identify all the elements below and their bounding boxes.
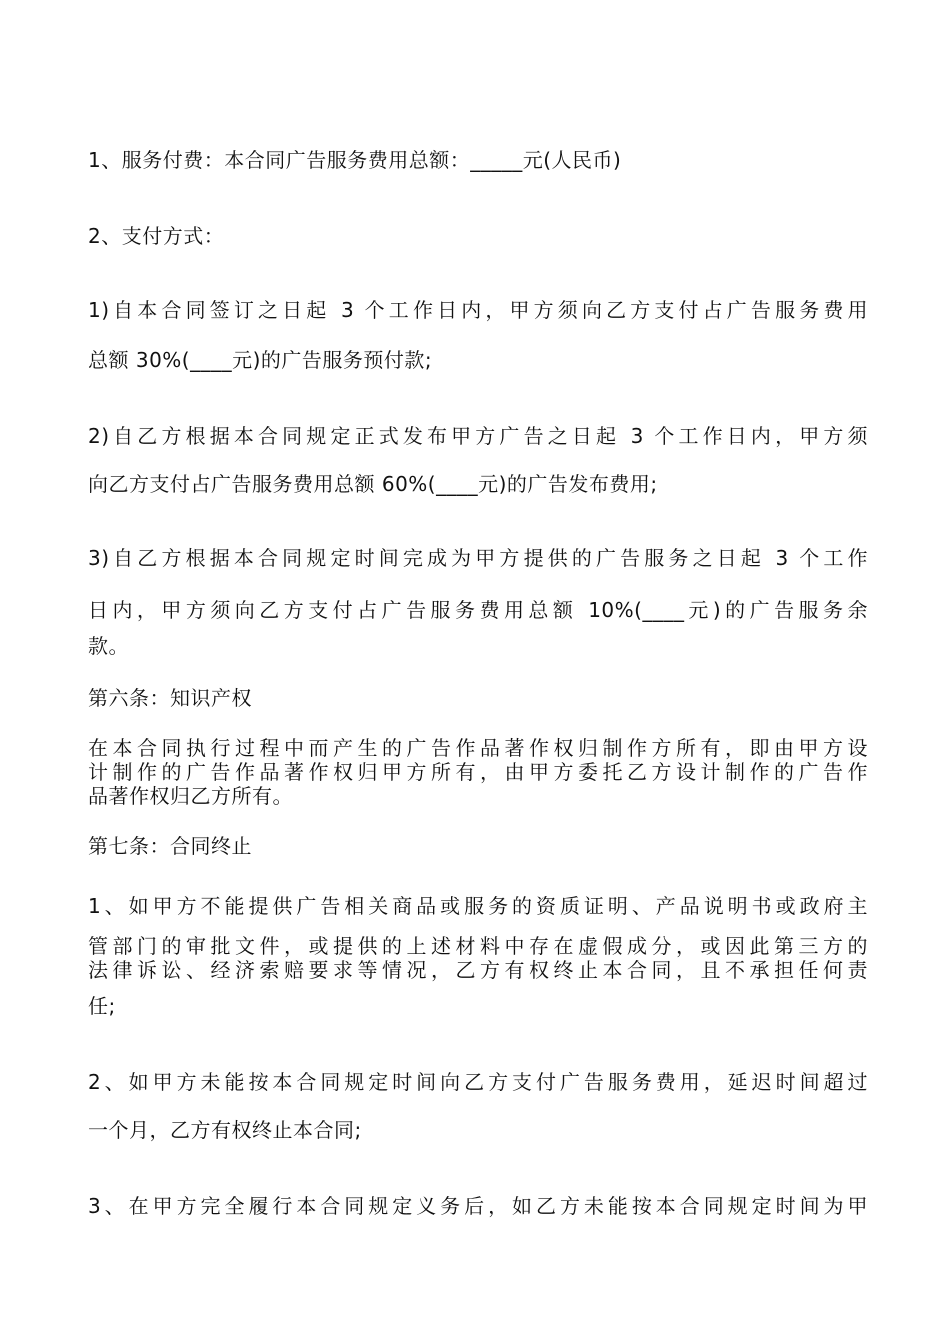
clause-termination-1: 1、如甲方不能提供广告相关商品或服务的资质证明、产品说明书或政府主 <box>88 894 868 918</box>
clause-ip-text-cont: 计制作的广告作品著作权归甲方所有，由甲方委托乙方设计制作的广告作 <box>88 760 868 784</box>
clause-payment-total: 1、服务付费：本合同广告服务费用总额：_____元(人民币) <box>88 148 622 172</box>
clause-ip-text: 在本合同执行过程中而产生的广告作品著作权归制作方所有，即由甲方设 <box>88 736 868 760</box>
clause-payment-item-3: 3)自乙方根据本合同规定时间完成为甲方提供的广告服务之日起 3 个工作 <box>88 546 868 570</box>
section-heading-termination: 第七条：合同终止 <box>88 834 252 858</box>
clause-termination-1-cont2: 法律诉讼、经济索赔要求等情况，乙方有权终止本合同，且不承担任何责 <box>88 958 868 982</box>
clause-termination-1-end: 任; <box>88 994 116 1018</box>
clause-payment-item-3-end: 款。 <box>88 634 129 658</box>
clause-payment-item-2-cont: 向乙方支付占广告服务费用总额 60%(____元)的广告发布费用; <box>88 472 658 496</box>
clause-termination-1-cont: 管部门的审批文件，或提供的上述材料中存在虚假成分，或因此第三方的 <box>88 934 868 958</box>
clause-payment-method: 2、支付方式： <box>88 224 225 248</box>
clause-payment-item-1-cont: 总额 30%(____元)的广告服务预付款; <box>88 348 433 372</box>
clause-termination-2: 2、如甲方未能按本合同规定时间向乙方支付广告服务费用，延迟时间超过 <box>88 1070 868 1094</box>
clause-payment-item-1: 1)自本合同签订之日起 3 个工作日内，甲方须向乙方支付占广告服务费用 <box>88 298 868 322</box>
clause-termination-3: 3、在甲方完全履行本合同规定义务后，如乙方未能按本合同规定时间为甲 <box>88 1194 868 1218</box>
clause-payment-item-3-cont: 日内，甲方须向乙方支付占广告服务费用总额 10%(____元)的广告服务余 <box>88 598 868 622</box>
clause-payment-item-2: 2)自乙方根据本合同规定正式发布甲方广告之日起 3 个工作日内，甲方须 <box>88 424 868 448</box>
clause-termination-2-cont: 一个月，乙方有权终止本合同; <box>88 1118 362 1142</box>
clause-ip-text-end: 品著作权归乙方所有。 <box>88 784 293 808</box>
section-heading-ip: 第六条：知识产权 <box>88 686 252 710</box>
